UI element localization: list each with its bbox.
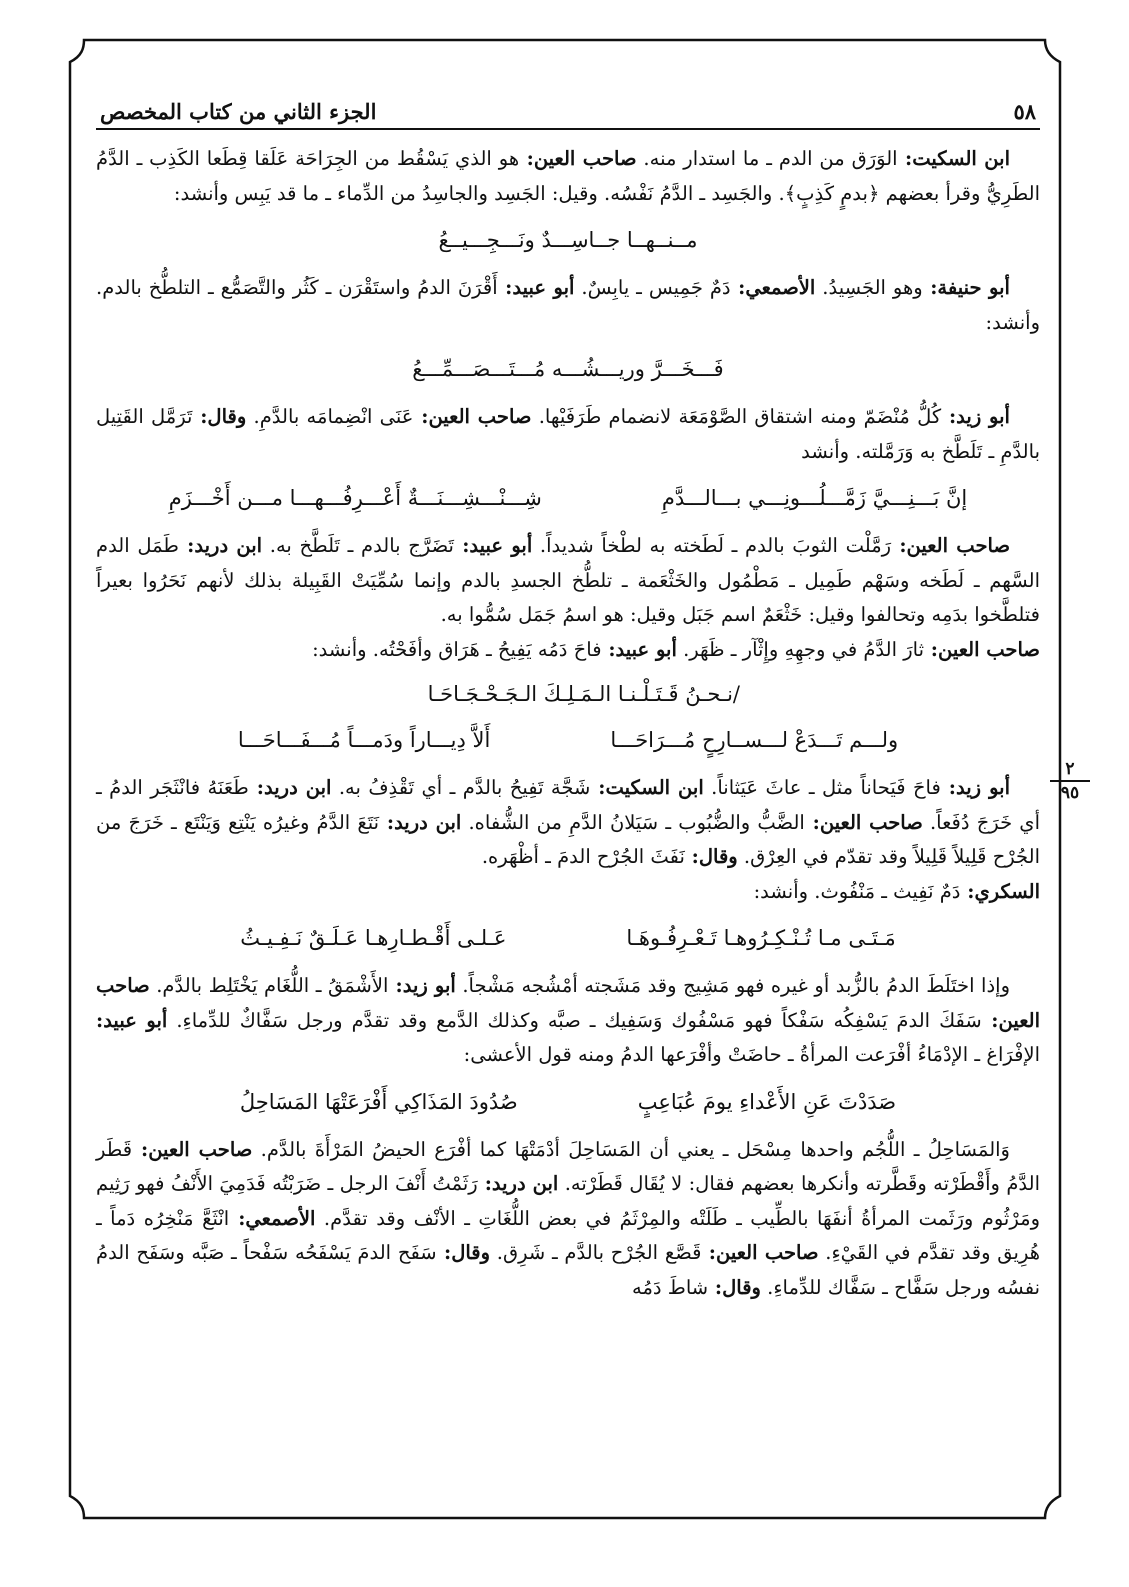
author-label: وقال:	[708, 1275, 761, 1299]
verse-first-hemistich: إنَّ بَـــنِـــيَّ زَمَّـــلُـــونِـــي بـــالـــدَّمِ	[661, 486, 968, 510]
author-label: أبو عبيد:	[601, 637, 677, 661]
text-run: عَنَى انْضِمامَه بالدَّمِ.	[246, 405, 414, 428]
text-run: وهو الجَسِيدُ.	[815, 276, 923, 299]
author-label: ابن السكيت:	[897, 147, 1010, 170]
author-label: صاحب العين:	[96, 974, 1040, 1032]
paragraph	[96, 1133, 1040, 1306]
text-run: قَطَر الدَّمُ وأَقْطَرْته وقَطَّرته وأنكرها بعضهم فقال: لا يُقَال قَطَرْته.	[96, 1137, 1040, 1195]
text-run: الضَّبُّ والضُّبُوب ـ سَيَلانُ الدَّمِ من الشُّفاه.	[461, 810, 805, 834]
text-run: تَرَمَّل القَتِيل بالدَّمِ ـ تَلَطَّخ به وَرَمَّلته. وأنشد	[96, 405, 1040, 463]
author-label: صاحب العين:	[701, 1241, 819, 1264]
text-run: الإفْرَاغ ـ الإدْمَاءُ أفْرَعت المرأةُ ـ حاضَتْ وأفْرَعها الدمُ ومنه قول الأعشى:	[463, 1043, 1040, 1066]
text-run: فاحَ دَمُه يَفِيحُ ـ هَرَاق وأفَحْتُه. وأنشد:	[312, 637, 602, 661]
author-label: صاحب العين:	[519, 147, 637, 170]
verse-line: مــنــهــا جــاسِـــدٌ ونَـــجِـــيــعُ	[438, 228, 698, 252]
text-run: تَضَرَّج بالدم ـ تَلَطَّخ به.	[262, 534, 454, 557]
text-run: طَعَنَهُ فانْثَجَر الدمُ ـ أي خَرَجَ دُفَعاً.	[96, 776, 1040, 834]
verse-first-hemistich: ولـــم تَـــدَعْ لـــســارِحٍ مُـــرَاحَـــا	[610, 728, 899, 752]
author-label: صاحب العين:	[924, 637, 1040, 661]
page-header	[96, 80, 1040, 124]
author-label: أبو عبيد:	[497, 276, 575, 299]
verse-couplet	[96, 1085, 1040, 1119]
author-label: صاحب العين:	[413, 405, 532, 428]
text-run: طَمَل الدم السَّهم ـ لَطَخه وسَهْم طَمِيل ـ مَطْمُول والخَثْعَمة ـ تلطُّخ الجسدِ بالدم وإنما سُمِّيَتْ القَبِيلة بذلك لأنهم نَحَرُوا بعيراً فتلطَّخوا بدَمِه وتحالفوا وقيل: خَثْعَمٌ اسم جَبَل وقيل: هو اسمُ جَمَل سُمُّوا به.	[96, 534, 1040, 626]
text-run: وَالمَسَاحِلُ ـ اللُّجُم واحدها مِسْحَل ـ يعني أن المَسَاحِلَ أدْمَتْهَا كما أفْرَع الحيضُ المَرْأَةَ بالدَّم.	[252, 1137, 1010, 1161]
text-run: دَمٌ جَمِيس ـ يابِسٌ.	[574, 276, 731, 299]
paragraph	[96, 271, 1040, 340]
text-run: فاحَ فَيَحاناً مثل ـ عاثَ عَيَثاناً.	[703, 776, 941, 799]
author-label: أبو زيد:	[388, 974, 456, 997]
text-run: رَثَمْتُ أَنْفَ الرجل ـ ضَرَبْتُه فَدَمِيَ الأَنْفُ فهو رَثِيم ومَرْثُوم ورَثَمت المرأةُ أنفَهَا بالطِّيب ـ طَلَتْه والمِرْثَمُ في بعض اللُّغَاتِ ـ الأنْف وقد تقدَّم.	[96, 1172, 1040, 1230]
author-label: صاحب العين:	[804, 810, 923, 834]
verse-second-hemistich: صُدُودَ المَذَاكِي أَفْرَعَتْهَا المَسَاحِلُ	[239, 1089, 518, 1114]
margin-note-bar	[1050, 780, 1090, 782]
paragraph	[96, 969, 1040, 1073]
author-label: وقال:	[684, 845, 738, 868]
margin-note-bottom: ٩٥	[1060, 783, 1080, 803]
text-run: انْثَعَّ مَنْخِرُه دَماً ـ هُرِيق وقد تقدَّم في القَيْءِ.	[96, 1206, 1040, 1264]
author-label: أبو عبيد:	[453, 534, 533, 557]
author-label: أبو حنيفة:	[922, 276, 1010, 299]
text-run: نَتَعَ الدَّمُ وغيرُه يَنْتِع وَيَنْتَع ـ خَرَجَ من الجُرْح قَلِيلاً قَلِيلاً وقد تقدّم في العِرْق.	[96, 810, 1040, 868]
verse-line: فَـــخَـــرَّ وريـــشُـــه مُـــتَـــصَـــمِّـــعُ	[412, 357, 724, 381]
text-run: قَصَّع الجُرْح بالدَّم ـ شَرِق.	[490, 1241, 702, 1264]
verse-couplet	[96, 921, 1040, 955]
author-label: أبو زيد:	[940, 776, 1011, 799]
author-label: ابن دريد:	[477, 1172, 559, 1195]
text-run: رَمَّلْت الثوبَ بالدم ـ لَطَخته به لطْخاً شديداً.	[532, 534, 892, 557]
text-run: كُلُّ مُنْضَمّ ومنه اشتقاق الصَّوْمَعَة لانضمام طَرَفَيْها.	[531, 405, 942, 428]
verse-second-hemistich: شِـــنْـــشِـــنَـــةٌ أَعْـــرِفُـــهـــا مـــن أَخْـــزَمِ	[168, 486, 542, 510]
author-label: ابن دريد:	[248, 776, 332, 799]
page-content	[96, 80, 1040, 1500]
verse-couplet	[96, 723, 1040, 757]
verse-first-hemistich: صَدَدْتَ عَنِ الأَعْداءِ يومَ عُبَاعِبٍ	[637, 1089, 897, 1114]
verse-line: /نـحـنُ قَـتَـلْـنـا الـمَـلِـكَ الـجَـحْـجَـاحَـا	[427, 682, 740, 706]
text-run: ثارَ الدَّمُ في وجهِهِ وإِثْآر ـ ظَهَر.	[676, 637, 925, 661]
author-label: صاحب العين:	[132, 1137, 253, 1161]
author-label: ابن دريد:	[178, 534, 263, 557]
author-label: الأصمعي:	[229, 1206, 316, 1230]
paragraph	[96, 529, 1040, 633]
page-number: ٥٨	[1013, 99, 1036, 124]
running-title: الجزء الثاني من كتاب المخصص	[100, 99, 377, 124]
margin-note	[1050, 760, 1090, 802]
author-label: ابن دريد:	[379, 810, 462, 834]
body-text	[96, 142, 1040, 1305]
verse-couplet	[96, 481, 1040, 515]
header-rule	[96, 128, 1040, 130]
text-run: الأَشْمَقُ ـ اللُّغَام يَخْتَلِط بالدَّم.	[149, 974, 389, 997]
author-label: وقال:	[436, 1241, 491, 1264]
paragraph	[96, 771, 1040, 875]
author-label: صاحب العين:	[891, 534, 1010, 557]
author-label: ابن السكيت:	[590, 776, 704, 799]
paragraph	[96, 633, 1040, 668]
text-run: شاطَ دَمُه	[632, 1275, 709, 1299]
text-run: سَفَكَ الدمَ يَسْفِكُه سَفْكاً فهو مَسْفُوك وَسَفِيك ـ صبَّه وكذلك الدَّمع وقد تقدَّم ورجل سَفَّاكٌ للدِّماءِ.	[167, 1008, 982, 1032]
author-label: وقال:	[192, 405, 247, 428]
verse-first-hemistich: مَـتَـى مـا تُـنْـكِـرُوهـا تَـعْـرِفُـوهَـا	[626, 926, 896, 950]
verse-second-hemistich: أَلاَّ دِيـــاراً ودَمـــاً مُـــفَـــاحَـــا	[237, 728, 491, 752]
paragraph	[96, 875, 1040, 910]
author-label: السكري:	[960, 879, 1040, 903]
verse-second-hemistich: عَـلـى أَقْـطـارِهـا عَـلَـقٌ نَـفِـيـثُ	[240, 926, 507, 950]
text-run: نَفَثَ الجُرْح الدمَ ـ أظْهَره.	[481, 845, 685, 868]
text-run: دَمٌ نَفِيث ـ مَنْفُوث. وأنشد:	[753, 879, 961, 903]
text-run: أَقْرَنَ الدمُ واستَقْرَن ـ كَثُر والتَّصَمُّع ـ التلطُّخ بالدم. وأنشد:	[96, 276, 1040, 334]
paragraph	[96, 400, 1040, 469]
author-label: أبو زيد:	[941, 405, 1010, 428]
text-run: سَفَح الدمَ يَسْفَحُه سَفْحاً ـ صَبَّه وسَفَح الدمُ نفسُه ورجل سَفَّاح ـ سَفَّاك للدِّماءِ.	[96, 1241, 1040, 1299]
text-run: هو الذي يَسْقُط من الجِرَاحَة عَلَقا قِطَعا الكَذِب ـ الدَّمُ الطَرِيُّ وقرأ بعضهم ﴿بدمٍ كَذِبٍ﴾. والجَسِد ـ الدَّمُ نَفْسُه. وقيل: الجَسِد والجاسِدُ من الدِّماء ـ ما قد يَبِس وأنشد:	[96, 147, 1040, 205]
author-label: أبو عبيد:	[96, 1008, 168, 1032]
paragraph	[96, 142, 1040, 211]
text-run: الوَرَق من الدم ـ ما استدار منه.	[636, 147, 898, 170]
text-run: شَجَّة تَفِيحُ بالدَّم ـ أي تَقْذِفُ به.	[331, 776, 591, 799]
margin-note-top: ٢	[1065, 759, 1075, 779]
text-run: وإذا اختَلَطَ الدمُ بالزُّبد أو غيره فهو مَشِيج وقد مَشَجته أمْشُجه مَشْجاً.	[455, 974, 1010, 997]
author-label: الأصمعي:	[730, 276, 816, 299]
